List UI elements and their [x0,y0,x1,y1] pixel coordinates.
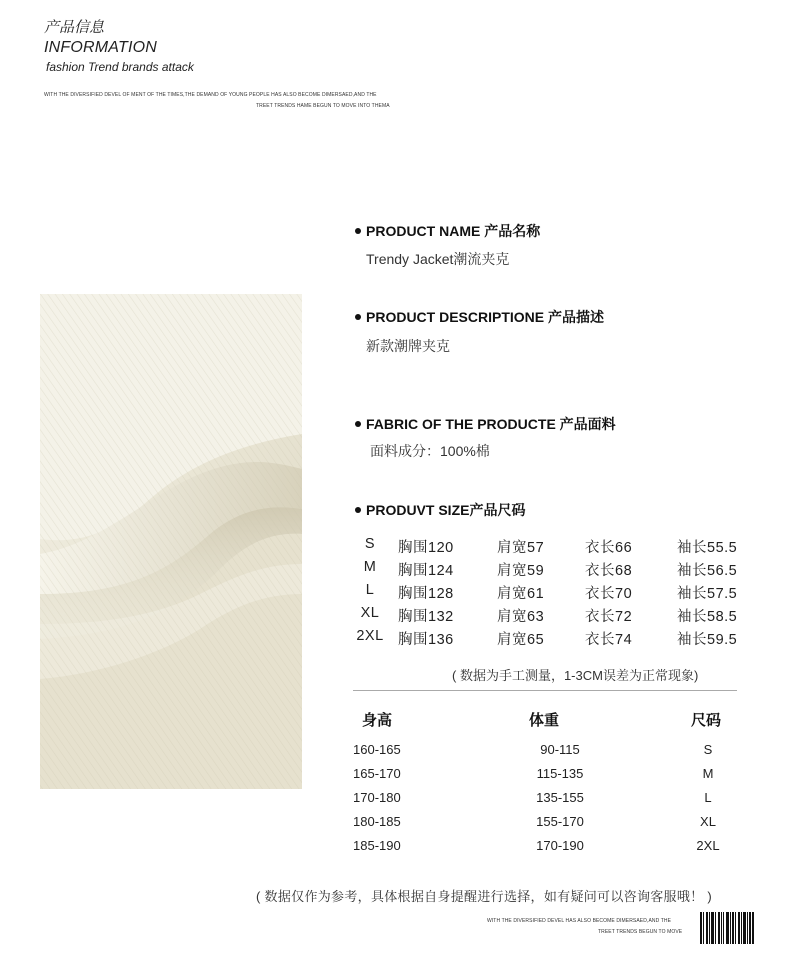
header-fine-print-1: WITH THE DIVERSIFIED DEVEL OF MENT OF THE TIMES,THE DEMAND OF YOUNG PEOPLE HAS ALSO BECOME DIMERSAED,AND THE [44,92,377,98]
height-header: 身高 [362,712,393,729]
sleeve-value: 袖长55.5 [677,540,738,556]
shoulder-value: 肩宽59 [497,563,545,579]
header-fine-print-2: TREET TRENDS HAME BEGUN TO MOVE INTO THEMA [256,103,390,109]
sleeve-value: 袖长56.5 [677,563,738,579]
weight-cell: 135-155 [536,790,584,805]
weight-header: 体重 [529,712,560,729]
bullet-icon [355,228,361,234]
height-cell: 185-190 [353,838,401,853]
size-title [355,500,525,520]
product-description-title [355,307,604,327]
size-label: L [365,582,375,598]
size-cell: 2XL [696,838,720,853]
length-value: 衣长66 [585,540,633,556]
weight-cell: 115-135 [536,766,584,781]
sleeve-value: 袖长59.5 [677,632,738,648]
size-cell: M [702,766,714,781]
product-description-title-text: PRODUCT DESCRIPTIONE 产品描述 [366,309,605,325]
size-header: 尺码 [691,712,722,729]
size-label: 2XL [356,628,384,644]
length-value: 衣长72 [585,609,633,625]
fabric-title [355,414,616,434]
size-cell: S [703,742,713,757]
product-name-value: Trendy Jacket潮流夹克 [366,251,510,267]
sleeve-value: 袖长58.5 [677,609,738,625]
size-cell: L [704,790,712,805]
height-cell: 165-170 [353,766,401,781]
weight-cell: 170-190 [536,838,584,853]
header-title-en: INFORMATION [44,39,158,56]
product-name-title [355,221,540,241]
height-cell: 160-165 [353,742,401,757]
product-description-value: 新款潮牌夹克 [366,338,450,354]
footer-fine-print-2: TREET TRENDS BEGUN TO MOVE [598,929,683,935]
footer-fine-print-1: WITH THE DIVERSIFIED DEVEL HAS ALSO BECOME DIMERSAED,AND THE [487,918,671,924]
size-label: M [363,559,377,575]
size-label: XL [360,605,380,621]
height-cell: 170-180 [353,790,401,805]
chest-value: 胸围132 [398,609,454,625]
size-label: S [364,536,376,552]
fabric-photo [40,294,302,789]
bullet-icon [355,507,361,513]
barcode-icon [700,912,754,944]
product-name-title-text: PRODUCT NAME 产品名称 [366,223,541,239]
shoulder-value: 肩宽63 [497,609,545,625]
fabric-value: 面料成分：100%棉 [370,443,490,459]
shoulder-value: 肩宽57 [497,540,545,556]
length-value: 衣长70 [585,586,633,602]
chest-value: 胸围124 [398,563,454,579]
bullet-icon [355,314,361,320]
chest-value: 胸围120 [398,540,454,556]
header-title-cn: 产品信息 [44,19,105,36]
shoulder-value: 肩宽65 [497,632,545,648]
measurement-note: ( 数据为手工测量，1-3CM误差为正常现象) [452,668,699,683]
length-value: 衣长68 [585,563,633,579]
reference-note: ( 数据仅作为参考，具体根据自身提醒进行选择，如有疑问可以咨询客服哦！ ) [256,889,712,904]
divider [353,690,737,691]
height-cell: 180-185 [353,814,401,829]
chest-value: 胸围128 [398,586,454,602]
shoulder-value: 肩宽61 [497,586,545,602]
bullet-icon [355,421,361,427]
sleeve-value: 袖长57.5 [677,586,738,602]
size-cell: XL [700,814,716,829]
chest-value: 胸围136 [398,632,454,648]
header-subtitle: fashion Trend brands attack [46,60,194,74]
length-value: 衣长74 [585,632,633,648]
size-title-text: PRODUVT SIZE产品尺码 [366,502,526,518]
weight-cell: 90-115 [540,742,580,757]
fabric-title-text: FABRIC OF THE PRODUCTE 产品面料 [366,416,616,432]
weight-cell: 155-170 [536,814,584,829]
